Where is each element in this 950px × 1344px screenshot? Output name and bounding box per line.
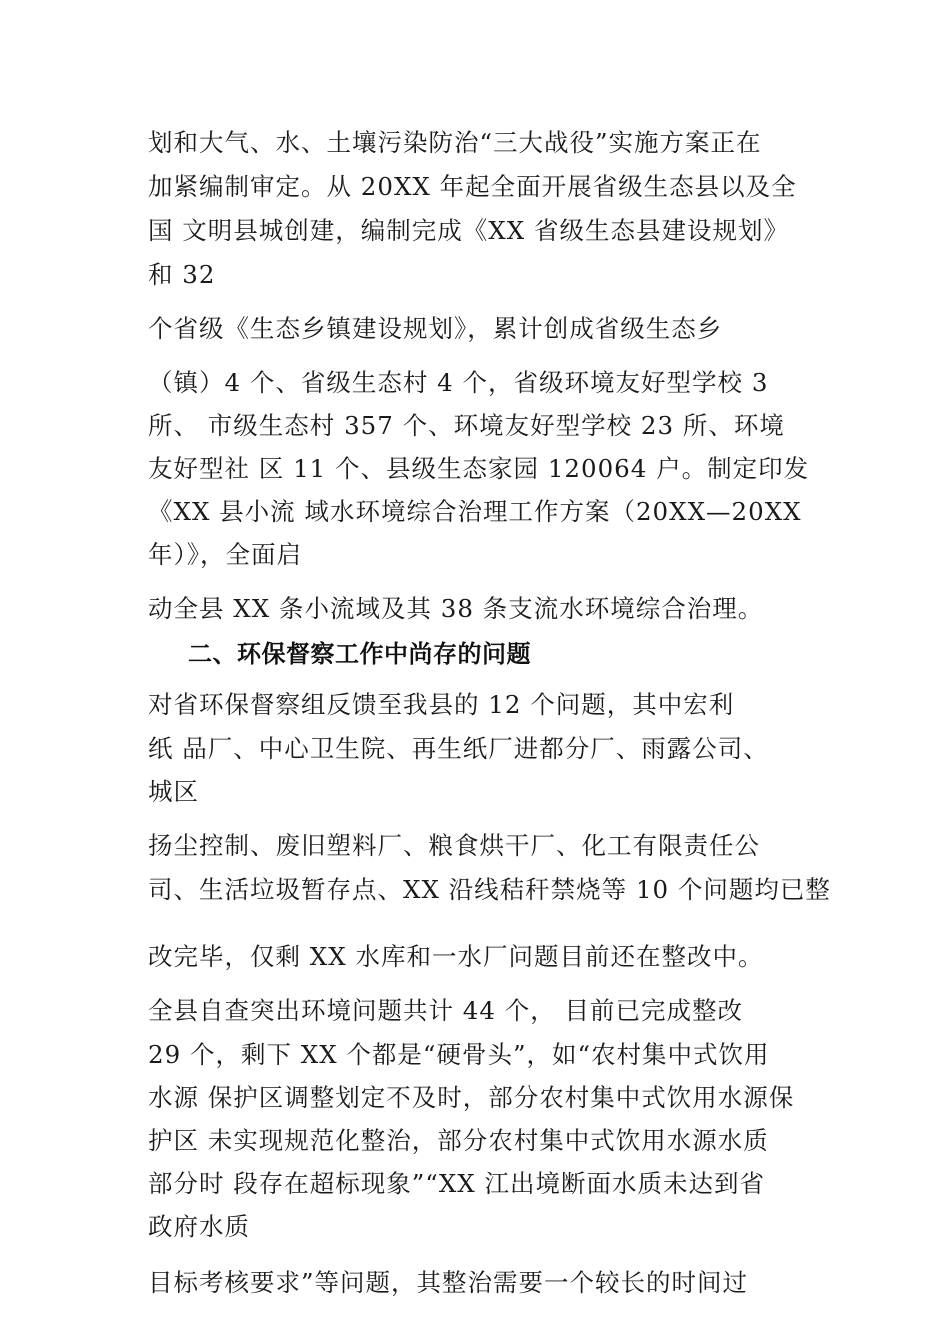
paragraph-line: 29 个，剩下 XX 个都是“硬骨头”，如“农村集中式饮用 <box>148 1040 770 1069</box>
paragraph-line: 划和大气、水、土壤污染防治“三大战役”实施方案正在 <box>148 128 762 157</box>
paragraph-line: 水源 保护区调整划定不及时，部分农村集中式饮用水源保 <box>148 1083 795 1112</box>
paragraph-line: 全县自查突出环境问题共计 44 个， 目前已完成整改 <box>148 996 744 1025</box>
paragraph-line: 《XX 县小流 域水环境综合治理工作方案（20XX—20XX <box>148 497 802 526</box>
paragraph-line: 目标考核要求”等问题，其整治需要一个较长的时间过 <box>148 1268 749 1297</box>
section-heading: 二、环保督察工作中尚存的问题 <box>188 640 531 668</box>
paragraph-line: 司、生活垃圾暂存点、XX 沿线秸秆禁烧等 10 个问题均已整 <box>148 875 831 904</box>
paragraph-line: 加紧编制审定。从 20XX 年起全面开展省级生态县以及全 <box>148 172 797 201</box>
paragraph-line: 纸 品厂、中心卫生院、再生纸厂进都分厂、雨露公司、 <box>148 734 769 763</box>
paragraph-line: 友好型社 区 11 个、县级生态家园 120064 户。制定印发 <box>148 454 810 483</box>
paragraph-line: 年）》，全面启 <box>148 540 302 569</box>
paragraph-line: 护区 未实现规范化整治，部分农村集中式饮用水源水质 <box>148 1126 769 1155</box>
paragraph-line: 所、 市级生态村 357 个、环境友好型学校 23 所、环境 <box>148 411 785 440</box>
paragraph-line: （镇）4 个、省级生态村 4 个，省级环境友好型学校 3 <box>148 368 769 397</box>
paragraph-line: 部分时 段存在超标现象”“XX 江出境断面水质未达到省 <box>148 1169 766 1198</box>
paragraph-line: 政府水质 <box>148 1212 250 1241</box>
paragraph-line: 城区 <box>148 777 199 806</box>
paragraph-line: 国 文明县城创建，编制完成《XX 省级生态县建设规划》 <box>148 216 789 245</box>
paragraph-line: 个省级《生态乡镇建设规划》，累计创成省级生态乡 <box>148 314 723 343</box>
paragraph-line: 和 32 <box>148 260 216 289</box>
paragraph-line: 扬尘控制、废旧塑料厂、粮食烘干厂、化工有限责任公 <box>148 831 760 860</box>
paragraph-line: 改完毕，仅剩 XX 水库和一水厂问题目前还在整改中。 <box>148 942 764 971</box>
paragraph-line: 动全县 XX 条小流域及其 38 条支流水环境综合治理。 <box>148 594 764 623</box>
paragraph-line: 对省环保督察组反馈至我县的 12 个问题，其中宏利 <box>148 690 735 719</box>
